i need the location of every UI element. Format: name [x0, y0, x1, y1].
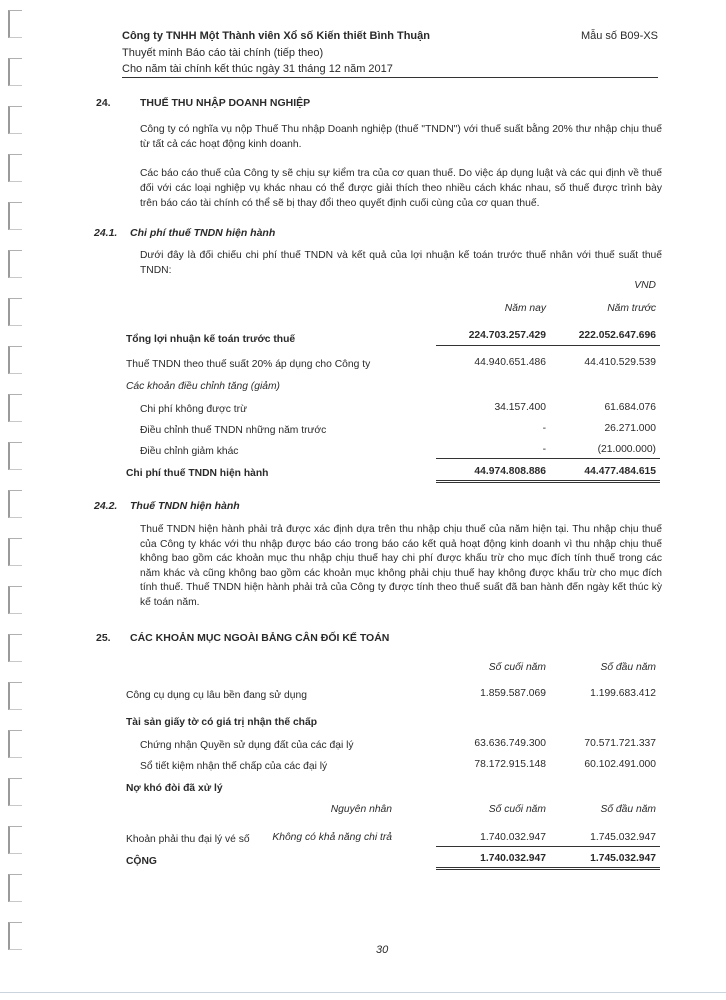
row-prior: 61.684.076 — [604, 402, 656, 413]
row-label: Chi phí không được trừ — [140, 404, 247, 415]
binder-ring — [8, 154, 22, 182]
tools-end: 1.859.587.069 — [480, 688, 546, 699]
row-prior: 44.477.484.615 — [584, 466, 656, 477]
header-divider — [122, 77, 658, 78]
binder-ring — [8, 874, 22, 902]
row-label: Tổng lợi nhuận kế toán trước thuế — [126, 334, 296, 345]
binder-ring — [8, 922, 22, 950]
collateral-row-label: Chứng nhận Quyền sử dụng đất của các đại lý — [140, 740, 354, 751]
binder-ring — [8, 442, 22, 470]
binder-ring — [8, 826, 22, 854]
binder-ring — [8, 586, 22, 614]
binder-ring — [8, 250, 22, 278]
binder-ring — [8, 730, 22, 758]
binder-ring — [8, 298, 22, 326]
col-header-beginning-of-year-2: Số đầu năm — [600, 804, 656, 815]
company-name: Công ty TNHH Một Thành viên Xổ số Kiến thiết Bình Thuận — [122, 30, 430, 42]
collateral-row-end: 78.172.915.148 — [474, 759, 546, 770]
row-prior: (21.000.000) — [597, 444, 656, 455]
baddebt-row-reason: Không có khả năng chi trả — [272, 832, 392, 843]
total-end: 1.740.032.947 — [480, 853, 546, 864]
col-header-end-of-year: Số cuối năm — [488, 662, 546, 673]
section-24-para-1: Công ty có nghĩa vụ nộp Thuế Thu nhập Doanh nghiệp (thuế "TNDN") với thuế suất bằng 20% thư nhập chịu thuế từ tất cả các hoạt động kinh doanh. — [140, 124, 662, 150]
section-25-number: 25. — [96, 632, 111, 644]
collateral-heading: Tài sản giấy tờ có giá trị nhận thế chấp — [126, 717, 317, 728]
binder-ring — [8, 778, 22, 806]
row-current: 34.157.400 — [494, 402, 546, 413]
form-code: Mẫu số B09-XS — [580, 30, 658, 42]
total-label: CỘNG — [126, 856, 157, 867]
underline — [548, 846, 660, 847]
baddebt-heading: Nợ khó đòi đã xử lý — [126, 783, 223, 794]
col-header-current-year: Năm nay — [504, 303, 546, 314]
underline — [436, 458, 548, 459]
section-24-2-number: 24.2. — [94, 500, 118, 512]
double-underline — [548, 867, 660, 870]
binder-ring — [8, 682, 22, 710]
row-current: 44.974.808.886 — [474, 466, 546, 477]
binder-ring — [8, 346, 22, 374]
underline — [548, 458, 660, 459]
section-24-para-2: Các báo cáo thuế của Công ty sẽ chịu sự kiểm tra của cơ quan thuế. Do việc áp dụng luật và các qui định về thuế đối với các loại nghiệp vụ khác nhau có thể được giải thích theo nhiều cách khác nhau, số thuế được trình bày trên báo cáo tài chính có thể sẽ bị thay đổi theo quyết định cuối cùng của cơ quan thuế. — [140, 168, 662, 209]
underline — [436, 846, 548, 847]
binder-ring — [8, 10, 22, 38]
collateral-row-begin: 60.102.491.000 — [584, 759, 656, 770]
row-label: Các khoản điều chỉnh tăng (giảm) — [126, 381, 280, 392]
col-header-beginning-of-year: Số đầu năm — [600, 662, 656, 673]
row-current: - — [542, 444, 546, 455]
row-label: Điều chỉnh thuế TNDN những năm trước — [140, 425, 327, 436]
currency-label: VND — [634, 280, 656, 291]
collateral-row-end: 63.636.749.300 — [474, 738, 546, 749]
col-header-end-of-year-2: Số cuối năm — [488, 804, 546, 815]
binder-ring — [8, 538, 22, 566]
baddebt-row-end: 1.740.032.947 — [480, 832, 546, 843]
row-current: 224.703.257.429 — [468, 330, 546, 341]
double-underline — [436, 480, 548, 483]
section-24-2-para: Thuế TNDN hiện hành phải trả được xác định dựa trên thu nhập chịu thuế của năm hiện tại. Thu nhập chịu thuế của Công ty khác với thu nhập được báo cáo trong báo cáo kết quả hoạt động kinh doanh vì thu nhập chịu thuế không bao gồm các khoản mục thu nhập chịu thuế hay chi phí được khấu trừ cho mục đích tính thuế trong các năm khác và cũng không bao gồm các khoản mục không phải chịu thuế hay không được khấu trừ cho mục đích tính thuế. Thuế TNDN hiện hành phải trả của Công ty được tính theo thuế suất đã ban hành đến ngày kết thúc kỳ kế toán năm. — [140, 524, 662, 608]
underline — [548, 345, 660, 346]
double-underline — [436, 867, 548, 870]
collateral-row-begin: 70.571.721.337 — [584, 738, 656, 749]
col-header-prior-year: Năm trước — [607, 303, 656, 314]
baddebt-row-label: Khoản phải thu đại lý vé số — [126, 834, 250, 845]
total-begin: 1.745.032.947 — [590, 853, 656, 864]
page-number: 30 — [376, 944, 389, 956]
page-bottom-edge — [0, 992, 726, 993]
section-24-1-number: 24.1. — [94, 227, 118, 239]
binder-ring — [8, 202, 22, 230]
underline — [436, 345, 548, 346]
baddebt-row-begin: 1.745.032.947 — [590, 832, 656, 843]
section-24-2-title: Thuế TNDN hiện hành — [130, 500, 240, 512]
tools-begin: 1.199.683.412 — [590, 688, 656, 699]
row-label: Chi phí thuế TNDN hiện hành — [126, 468, 269, 479]
row-label: Điều chỉnh giảm khác — [140, 446, 239, 457]
tools-label: Công cụ dụng cụ lâu bền đang sử dụng — [126, 690, 307, 701]
row-current: 44.940.651.486 — [474, 357, 546, 368]
section-24-1-intro: Dưới đây là đối chiếu chi phí thuế TNDN và kết quả của lợi nhuận kế toán trước thuế nhân với thuế suất thuế TNDN: — [140, 250, 662, 276]
binder-ring — [8, 394, 22, 422]
section-24-1-title: Chi phí thuế TNDN hiện hành — [130, 227, 276, 239]
row-prior: 26.271.000 — [604, 423, 656, 434]
section-25-title: CÁC KHOẢN MỤC NGOÀI BẢNG CÂN ĐỐI KẾ TOÁN — [130, 632, 390, 644]
double-underline — [548, 480, 660, 483]
row-prior: 222.052.647.696 — [578, 330, 656, 341]
binder-ring — [8, 490, 22, 518]
section-24-number: 24. — [96, 97, 111, 109]
report-period: Cho năm tài chính kết thúc ngày 31 tháng 12 năm 2017 — [122, 63, 393, 75]
binder-ring — [8, 106, 22, 134]
row-current: - — [542, 423, 546, 434]
binder-ring — [8, 634, 22, 662]
col-header-reason: Nguyên nhân — [330, 804, 392, 815]
row-prior: 44.410.529.539 — [584, 357, 656, 368]
report-subtitle: Thuyết minh Báo cáo tài chính (tiếp theo) — [122, 47, 324, 59]
section-24-title: THUẾ THU NHẬP DOANH NGHIỆP — [140, 97, 311, 109]
binder-ring — [8, 58, 22, 86]
collateral-row-label: Sổ tiết kiệm nhận thế chấp của các đại lý — [140, 761, 328, 772]
row-label: Thuế TNDN theo thuế suất 20% áp dụng cho Công ty — [126, 359, 371, 370]
